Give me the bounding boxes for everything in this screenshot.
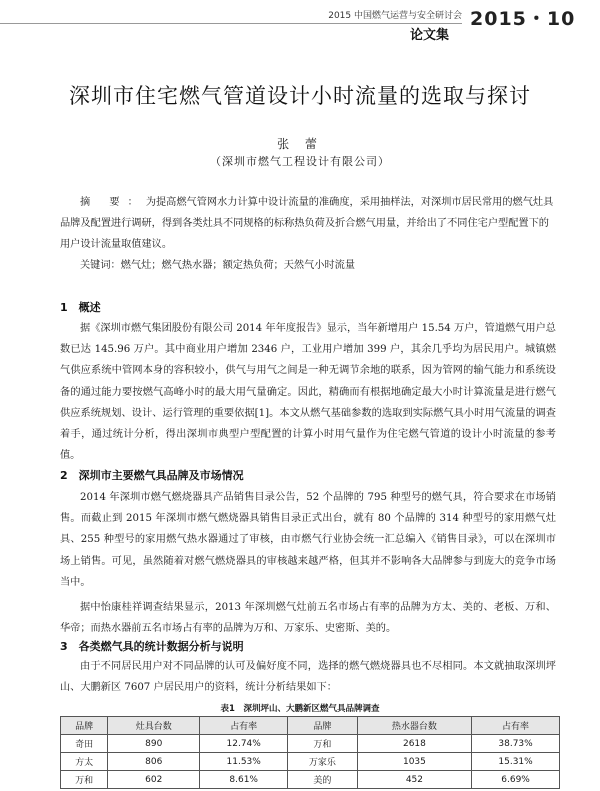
- table-cell: 美的: [288, 771, 358, 789]
- table-row: [61, 771, 560, 789]
- table-cell: 11.53%: [200, 753, 288, 771]
- author: 张 蕾: [277, 137, 323, 151]
- abstract-text: 为提高燃气管网水力计算中设计流量的准确度，采用抽样法，对深圳市居民常用的燃气灶具品牌及配置进行调研，得到各类灶具不同规格的标称热负荷及折合燃气用量，并给出了不同住宅户型配置下的用户设计流量取值建议。: [60, 197, 554, 250]
- table-cell: 452: [357, 771, 471, 789]
- table-cell: 6.69%: [472, 771, 560, 789]
- table-cell: 奇田: [61, 735, 108, 753]
- table-cell: 890: [108, 735, 200, 753]
- article-type: 论文集: [410, 28, 450, 43]
- table-cell: 15.31%: [472, 753, 560, 771]
- affiliation: （深圳市燃气工程设计有限公司）: [210, 155, 390, 168]
- table-cell: 602: [108, 771, 200, 789]
- abstract: [60, 192, 556, 255]
- section-heading-2: 2 深圳市主要燃气具品牌及市场情况: [60, 469, 244, 482]
- paper-title: 深圳市住宅燃气管道设计小时流量的选取与探讨: [69, 84, 531, 108]
- section-2-paragraph-1: 2014 年深圳市燃气燃烧器具产品销售目录公告，52 个品牌的 795 种型号的燃气具，符合要求在市场销售。而截止到 2015 年深圳市燃气燃烧器具销售目录正式出台，就有 80 个品牌的 314 种型号的家用燃气灶具、255 种型号的家用燃气热水器通过了审核，由市燃气行业协会统一汇总编入《销售目录》，可以在深圳市场上销售。可见，虽然随着对燃气燃烧器具的审核越来越严格，但其并不影响各大品牌参与到庞大的竞争市场当中。: [60, 492, 556, 588]
- keywords-text: 燃气灶；燃气热水器；额定热负荷；天然气小时流量: [120, 260, 356, 271]
- header-heater-share: 占有率: [472, 717, 560, 735]
- page-header: [0, 0, 600, 42]
- header-brand-2: 品牌: [288, 717, 358, 735]
- table-row: [61, 753, 560, 771]
- table-cell: 1035: [357, 753, 471, 771]
- keywords-label: 关键词：: [80, 260, 121, 271]
- keywords: [60, 256, 556, 276]
- table-cell: 方太: [61, 753, 108, 771]
- table-cell: 8.61%: [200, 771, 288, 789]
- brand-survey-table: [60, 716, 560, 789]
- section-heading-3: 3 各类燃气具的统计数据分析与说明: [60, 640, 244, 653]
- table-cell: 万家乐: [288, 753, 358, 771]
- table-row: [61, 735, 560, 753]
- section-2-paragraph-2: 据中怡康桂祥调查结果显示，2013 年深圳燃气灶前五名市场占有率的品牌为方太、美的、老板、万和、华帝；而热水器前五名市场占有率的品牌为万和、万家乐、史密斯、美的。: [60, 602, 556, 635]
- table-cell: 2618: [357, 735, 471, 753]
- table-caption: 表1 深圳坪山、大鹏新区燃气具品牌调查: [220, 704, 380, 714]
- header-stove-share: 占有率: [200, 717, 288, 735]
- section-3-paragraph: 由于不同居民用户对不同品牌的认可及偏好度不同，选择的燃气燃烧器具也不尽相同。本文就抽取深圳坪山、大鹏新区 7607 户居民用户的资料，统计分析结果如下：: [60, 661, 556, 694]
- abstract-label: 摘 要：: [80, 197, 146, 208]
- table-cell: 38.73%: [472, 735, 560, 753]
- header-stove-count: 灶具台数: [108, 717, 200, 735]
- section-1-paragraph: 据《深圳市燃气集团股份有限公司 2014 年年度报告》显示，当年新增用户 15.54 万户，管道燃气用户总数已达 145.96 万户。其中商业用户增加 2346 户，工业用户增加 399 户，其余几乎均为居民用户。城镇燃气供应系统中管网本身的容积较小，供气与用气之间是一种无调节余地的联系，因为管网的输气能力和系统设备的通过能力要按燃气高峰小时的最大用气量确定。因此，精确而有根据地确定最大小时计算流量是进行燃气供应系统规划、设计、运行管理的重要依据[1]。本文从燃气基础参数的选取到实际燃气具小时用气流量的调查着手，通过统计分析，得出深圳市典型户型配置的计算小时用气量作为住宅燃气管道的设计小时流量的参考值。: [60, 323, 556, 462]
- table-cell: 806: [108, 753, 200, 771]
- table-cell: 万和: [288, 735, 358, 753]
- header-brand: 品牌: [61, 717, 108, 735]
- year-issue: 2015・10: [470, 8, 576, 30]
- table-cell: 万和: [61, 771, 108, 789]
- section-heading-1: 1 概述: [60, 301, 101, 314]
- header-heater-count: 热水器台数: [357, 717, 471, 735]
- table-header-row: [61, 717, 560, 735]
- conference-name: 2015 中国燃气运营与安全研讨会: [0, 8, 462, 24]
- table-cell: 12.74%: [200, 735, 288, 753]
